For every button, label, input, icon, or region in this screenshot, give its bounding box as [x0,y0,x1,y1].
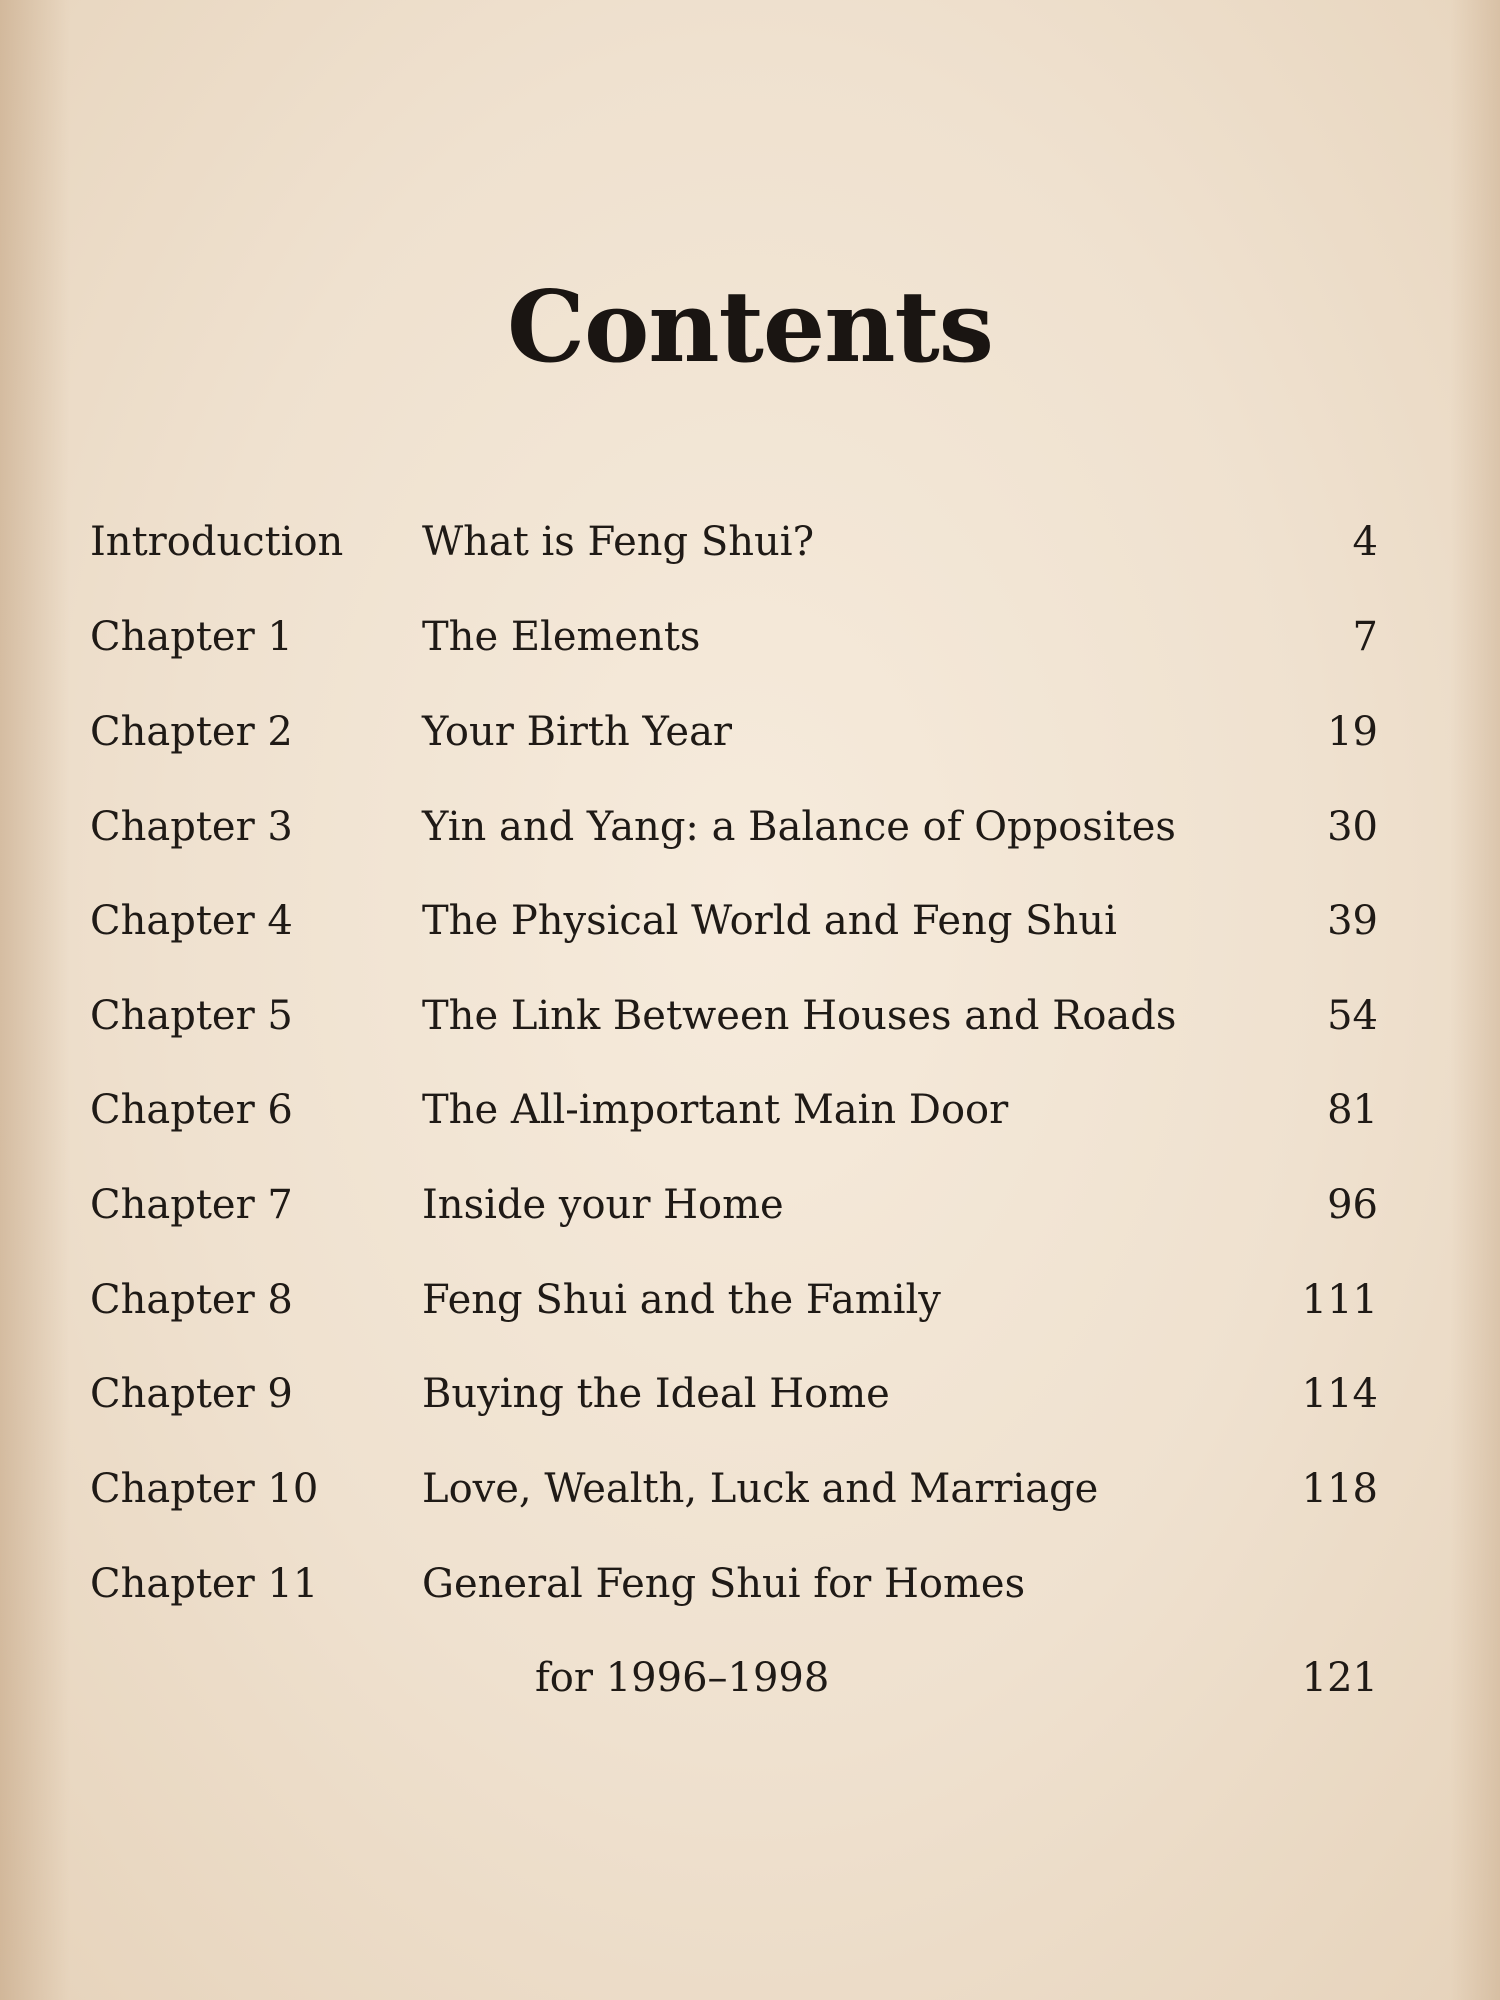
toc-label: Chapter 11 [90,1561,319,1607]
toc-row-chapter-7 [0,1175,1500,1235]
toc-row-chapter-11 [0,1554,1500,1614]
toc-title: Love, Wealth, Luck and Marriage [422,1466,1099,1512]
toc-page-number: 118 [1301,1466,1378,1512]
toc-row-chapter-9 [0,1364,1500,1424]
toc-title: The Physical World and Feng Shui [422,898,1117,944]
toc-title: What is Feng Shui? [422,519,815,565]
toc-row-introduction [0,512,1500,572]
toc-page-number: 30 [1327,804,1378,850]
toc-label: Chapter 5 [90,993,293,1039]
toc-row-chapter-11-continued [0,1648,1500,1708]
page-title: Contents [507,270,993,385]
toc-title: Your Birth Year [422,709,733,755]
toc-page-number: 7 [1352,614,1378,660]
toc-title: Inside your Home [422,1182,784,1228]
toc-title: Yin and Yang: a Balance of Opposites [422,804,1176,850]
toc-row-chapter-4 [0,891,1500,951]
toc-page-number: 96 [1327,1182,1378,1228]
toc-row-chapter-5 [0,986,1500,1046]
toc-title: Buying the Ideal Home [422,1371,890,1417]
toc-label: Chapter 7 [90,1182,293,1228]
toc-page-number: 39 [1327,898,1378,944]
toc-label: Chapter 1 [90,614,293,660]
toc-title: Feng Shui and the Family [422,1277,941,1323]
toc-row-chapter-6 [0,1080,1500,1140]
toc-page-number: 81 [1327,1087,1378,1133]
toc-label: Chapter 2 [90,709,293,755]
toc-label: Chapter 9 [90,1371,293,1417]
toc-row-chapter-2 [0,702,1500,762]
toc-label: Chapter 4 [90,898,293,944]
toc-page-number: 121 [1301,1655,1378,1701]
toc-title-continued: for 1996–1998 [535,1655,830,1701]
toc-page-number: 4 [1352,519,1378,565]
toc-label: Chapter 8 [90,1277,293,1323]
toc-row-chapter-1 [0,607,1500,667]
toc-label: Chapter 6 [90,1087,293,1133]
toc-page-number: 111 [1301,1277,1378,1323]
toc-page-number: 114 [1301,1371,1378,1417]
toc-label: Chapter 10 [90,1466,319,1512]
toc-label: Chapter 3 [90,804,293,850]
toc-row-chapter-3 [0,797,1500,857]
toc-title: General Feng Shui for Homes [422,1561,1026,1607]
toc-title: The Elements [422,614,701,660]
toc-row-chapter-8 [0,1270,1500,1330]
toc-page-number: 19 [1327,709,1378,755]
toc-page-number: 54 [1327,993,1378,1039]
toc-row-chapter-10 [0,1459,1500,1519]
toc-title: The Link Between Houses and Roads [422,993,1177,1039]
toc-label: Introduction [90,519,344,565]
toc-title: The All-important Main Door [422,1087,1009,1133]
